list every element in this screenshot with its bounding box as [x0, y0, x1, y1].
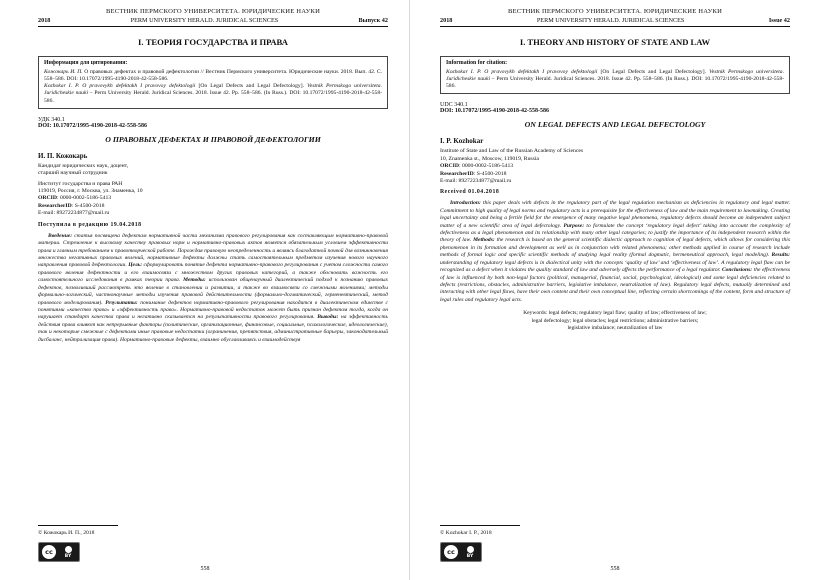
abstract-purpose-label: Цель: [128, 262, 143, 269]
header-year: 2018 [440, 17, 453, 24]
running-header [38, 17, 388, 27]
keywords-line: legislative imbalance; neutralization of law [567, 325, 663, 332]
received-date: Поступила в редакцию 19.04.2018 [38, 221, 142, 228]
researcherid-label: ResearcherID [38, 202, 72, 209]
citation-en-translation: [On Legal Defects and Legal Defectology]. [195, 83, 308, 90]
citation-ru [44, 69, 382, 84]
author-institution [38, 181, 388, 218]
citation-heading: Information for citation: [446, 60, 508, 66]
citation-box [440, 56, 790, 94]
position-line: старший научный сотрудник [38, 170, 108, 177]
abstract-ru [38, 233, 388, 344]
journal-title-en: PERM UNIVERSITY HERALD. JURIDICAL SCIENCES [536, 17, 685, 24]
citation-ru-author: Кожокарь И. П. [44, 68, 83, 75]
abstract-results-label: Результаты: [105, 299, 138, 306]
degree-line: Кандидат юридических наук, доцент, [38, 162, 129, 169]
citation-journal: Vestnik Permskogo universiteta. Juridicheskie nauki [446, 68, 784, 82]
citation-rest: – Perm University Herald. Juridical Sciences. 2018. Issue 42. Pp. 558–586. (In Russ.). DOI: 10.17072/1995-4190-2018-42-558-586. [446, 75, 784, 90]
doi-line: DOI: 10.17072/1995-4190-2018-42-558-586 [440, 108, 549, 115]
abstract-purpose-text: сформулировать понятие дефекта нормативно-правового регулирования с учетом сложности самого правового явления дефектности и его взаимосвязи с множеством других правовых категорий, а также обосновать важность его самостоятельного исследования в рамках теории права. [38, 262, 388, 284]
udc-code: УДК 340.1 [38, 116, 65, 123]
orcid-label: ORCID [440, 163, 459, 170]
address-line: 10, Znamenka st., Moscow, 119019, Russia [440, 155, 539, 162]
running-header [440, 17, 790, 27]
researcherid-line [440, 171, 790, 178]
udc-code: UDC 340.1 [440, 102, 468, 109]
footnote-rule [440, 525, 520, 526]
address-line: 119019, Россия, г. Москва, ул. Знаменка, 10 [38, 188, 143, 195]
abstract-methods-label: Методы: [183, 277, 206, 284]
header-issue: Issue 42 [768, 17, 790, 24]
footnote-rule [38, 525, 118, 526]
orcid-value: : 0000-0002-5186-5413 [458, 163, 514, 170]
received-date: Received 01.04.2018 [440, 189, 500, 196]
doi-line: DOI: 10.17072/1995-4190-2018-42-558-586 [38, 122, 147, 129]
citation-box [38, 56, 388, 109]
author-degree [38, 163, 388, 178]
cc-by-license-icon[interactable] [440, 542, 482, 562]
author-name: I. P. Kozhokar [440, 137, 484, 146]
cc-logo-icon: cc [443, 544, 459, 560]
by-person-icon [459, 546, 481, 559]
abstract-conclusions-text: на эффективность действия права влияют как непрерывные факторы (политические, организационные, финансовые, социальные, психологические, идеологические), так и некоторые смежные с дефектами иные правовые недостатки (ограничения, препятствия, административные барьеры, законодательный дисбаланс, нейтрализация права). Нормативно-правовые дефекты, взаимно обуславливаясь и взаимодействуя [38, 314, 388, 343]
researcherid-value: : S-4500-2018 [473, 170, 507, 177]
abstract-intro-text: this paper deals with defects in the regulatory part of the legal regulation mechanism as deficiencies in regulatory and legal matter. Commitment to high quality of legal norms and regulatory acts is a prerequisite for the effectiveness of law and the main requirement to lawmaking. Creating legal uncertainty and being a fertile field for the emergence of many negative legal phenomena, regulatory defects should become an independent subject matter of a new scientific area of legal defectology. [440, 200, 790, 229]
cc-by-label: BY [64, 553, 72, 559]
abstract-methods-label: Methods: [473, 237, 495, 244]
citation-en-journal: Vestnik Permskogo universiteta. Juridicheskie nauki [44, 83, 382, 97]
page-number: 558 [200, 566, 210, 572]
by-person-icon [57, 546, 79, 559]
abstract-results-label: Results: [771, 252, 790, 259]
abstract-methods-text: использован общенаучный диалектический подход к познанию правовых дефектов, позволивший рассмотреть это явление в становлении и развитии, а также во взаимосвязи со смежными явлениями; методы формально-логический, частнонаучные методы изучения правовой действительности (формально-догматический, герменевтический, метод правового моделирования). [38, 277, 389, 306]
journal-title-ru: ВЕСТНИК ПЕРМСКОГО УНИВЕРСИТЕТА. ЮРИДИЧЕСКИЕ НАУКИ [105, 8, 321, 15]
email-line: E-mail: 89272234877@mail.ru [38, 210, 110, 217]
abstract-intro-label: Introduction: [450, 200, 481, 207]
orcid-line [440, 163, 790, 170]
citation-en-rest: – Perm University Herald. Juridical Sciences. 2018. Issue 42. Pp. 558–586. (In Russ.). DOI: 10.17072/1995-4190-2018-42-558-586. [44, 90, 382, 104]
cc-by-label: BY [466, 553, 474, 559]
article-title: ON LEGAL DEFECTS AND LEGAL DEFECTOLOGY [524, 120, 706, 130]
abstract-conclusions-label: Выводы: [317, 314, 339, 321]
orcid-line [38, 195, 388, 202]
header-year: 2018 [38, 17, 51, 24]
keywords-line: Keywords: legal defects; regulatory legal flaw; quality of law; effectiveness of law; [523, 310, 707, 317]
citation-translation: [On Legal Defects and Legal Defectology]. [597, 68, 710, 75]
abstract-conclusions-label: Conclusions: [721, 267, 753, 274]
email-line: E-mail: 89272234877@mail.ru [440, 177, 512, 184]
abstract-intro-text: статья посвящена дефектам нормативной части механизма правового регулирования как составляющим нормативно-правовой материи. Стремление к высокому качеству правовых норм и нормативно-правовых актов является обязательным условием эффективности права и главным требованием к правотворческой работе. Порождая правовую неопределенность и являясь благодатной почвой для возникновения множества негативных правовых явлений, нормативные дефекты должны стать самостоятельным предметом изучения нового научного направления правовой дефектологии. [38, 232, 388, 269]
copyright-notice: © Кожокарь И. П., 2018 [38, 530, 95, 536]
abstract-en [440, 200, 790, 304]
citation-en [44, 83, 382, 105]
keywords-line: legal defectology; legal obstacles; legal restrictions; administrative barriers; [531, 317, 699, 324]
cc-logo-icon: cc [41, 544, 57, 560]
journal-title-ru: ВЕСТНИК ПЕРМСКОГО УНИВЕРСИТЕТА. ЮРИДИЧЕСКИЕ НАУКИ [507, 8, 723, 15]
citation-en-title: Kozhokar I. P. O pravovykh defektakh I pravovoy defektologii [44, 83, 196, 90]
institution-line: Институт государства и права РАН [38, 180, 123, 187]
section-heading: I. THEORY AND HISTORY OF STATE AND LAW [519, 37, 711, 47]
author-institution [440, 148, 790, 185]
researcherid-line [38, 203, 388, 210]
citation-en [446, 69, 784, 91]
right-page [410, 0, 820, 580]
citation-ru-text: О правовых дефектах и правовой дефектологии // Вестник Пермского университета. Юридические науки. 2018. Вып. 42. C. 558–586. DOI: 10.17072/1995-4190-2018-42-558-586. [44, 68, 382, 82]
abstract-methods-text: the research is based on the general scientific dialectic approach to cognition of legal defects, which allows for considering this phenomenon in its formation and development as well as in conjunction with related phenomena; other methods applied in course of research include methods of formal logic and specific scientific methods of studying legal reality (formal dogmatic, hermeneutical approach, legal modeling). [440, 237, 791, 259]
abstract-intro-label: Введение: [48, 232, 73, 239]
abstract-purpose-text: to formulate the concept ‘regulatory legal defect’ taking into account the complexity of defectiveness as a legal phenomenon and its relationship with many other legal categories; to justify the importance of its independent research within the theory of law. [440, 222, 790, 244]
copyright-notice: © Kozhokar I. P., 2018 [440, 530, 492, 536]
abstract-results-text: понимание дефектов нормативно-правового регулирования находится в диалектическом единстве с понятиями «качество права» и «эффективность права». Нормативно-правовой недостаток может быть признан дефектом тогда, когда он нарушает стандарт качества права и негативно сказывается на результативности правового регулирования. [38, 299, 389, 321]
abstract-conclusions-text: the effectiveness of law is influenced by both non-legal factors (political, managerial, financial, social, psychological, ideological) and some legal deficiencies related to defects (restrictions, obstacles, administrative barriers, legislative imbalance, neutralization of law). Regulatory legal defects, mutually determined and interacting with other legal flaws, have their own content and their own conceptual line, reflecting certain shortcomings of the content, form and structure of legal rules and regulatory legal acts. [440, 267, 790, 303]
cc-by-license-icon[interactable] [38, 542, 80, 562]
article-title: О ПРАВОВЫХ ДЕФЕКТАХ И ПРАВОВОЙ ДЕФЕКТОЛОГИИ [105, 134, 321, 144]
author-name: И. П. Кожокарь [38, 151, 88, 160]
institution-line: Institute of State and Law of the Russian Academy of Sciences [440, 148, 584, 155]
citation-heading: Информация для цитирования: [44, 60, 128, 66]
citation-title: Kozhokar I. P. O pravovykh defektakh I pravovoy defektologii [446, 68, 598, 75]
orcid-label: ORCID [38, 195, 57, 202]
abstract-results-text: understanding of regulatory legal defects is in dialectical unity with the concepts ‘quality of law’ and ‘effectiveness of law’. A regulatory legal flaw can be recognized as a defect when it violates the quality standard of law and adversely affects the performance of a legal regulator. [440, 259, 790, 274]
section-heading: I. ТЕОРИЯ ГОСУДАРСТВА И ПРАВА [138, 37, 288, 47]
abstract-purpose-label: Purpose: [563, 222, 585, 229]
orcid-value: : 0000-0002-5186-5413 [56, 195, 112, 202]
page-number: 558 [610, 566, 620, 572]
researcherid-label: ResearcherID [440, 170, 474, 177]
researcherid-value: : S-4500-2018 [71, 202, 105, 209]
journal-title-en: PERM UNIVERSITY HERALD. JURIDICAL SCIENCES [130, 17, 279, 24]
keywords [440, 310, 790, 332]
header-issue: Выпуск 42 [358, 17, 388, 24]
